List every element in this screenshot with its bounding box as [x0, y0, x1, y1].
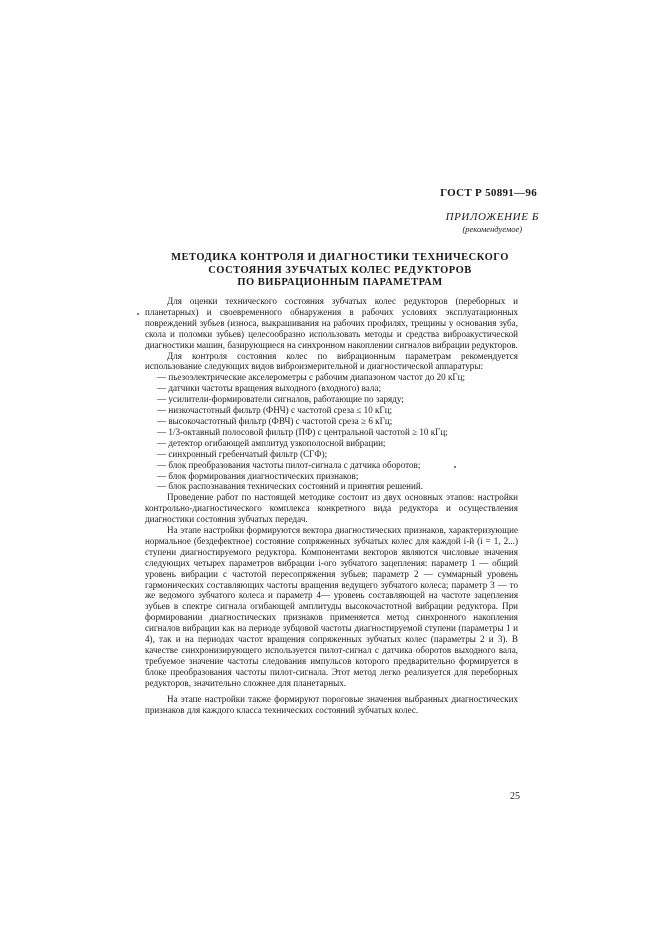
appendix-label: ПРИЛОЖЕНИЕ Б: [445, 211, 539, 223]
standard-number: ГОСТ Р 50891—96: [440, 187, 537, 199]
paragraph-equipment: Для контроля состояния колес по вибрационным параметрам рекомендуется использование следующих видов виброизмерительной и диагностической аппаратуры:: [145, 350, 518, 372]
scan-speck: [454, 466, 456, 468]
paragraph-thresholds: На этапе настройки также формируют пороговые значения выбранных диагностических признаков для каждого класса технических состояний зубчатых колес.: [145, 693, 518, 715]
list-item: — блок распознавания технических состояний и принятия решений.: [157, 481, 424, 492]
paragraph-setup: На этапе настройки формируются вектора диагностических признаков, характеризующие нормальное (бездефектное) состояние сопряженных зубчатых колес для каждой i-й (i = 1, 2...) ступени диагностируемого редуктора. Компонентами векторов являются числовые значения следующих четырех параметров вибрации i-ого зубчатого зацепления: параметр 1 — общий уровень вибрации с частотой пересопряжения зубьев; параметр 2 — суммарный уровень гармонических составляющих частоты вращения ведущего зубчатого колеса; параметр 3 — то же ведомого зубчатого колеса и параметр 4— уровень составляющей на частоте зацепления зубьев в спектре сигнала огибающей амплитуды высокочастотной вибрации редуктора. При формировании диагностических признаков применяется метод синхронного накопления сигналов вибрации как на периоде зубцовой частоты диагностируемой ступени (параметры 1 и 4), так и на периодах частот вращения сопряженных зубчатых колес (параметры 2 и 3). В качестве синхронизирующего используется пилот-сигнал с датчика оборотов выходного вала, требуемое значение частоты следования импульсов которого предварительно формируется в блоке преобразования частоты пилот-сигнала. Этот метод легко реализуется для переборных редукторов, значительно сложнее для планетарных.: [145, 525, 518, 688]
list-item: — датчики частоты вращения выходного (входного) вала;: [157, 383, 381, 394]
list-item: — пьезоэлектрические акселерометры с рабочим диапазоном частот до 20 кГц;: [157, 372, 466, 383]
list-item: — блок преобразования частоты пилот-сигнала с датчика оборотов;: [157, 459, 421, 470]
page-number: 25: [510, 791, 520, 802]
paragraph-stages: Проведение работ по настоящей методике состоит из двух основных этапов: настройки контрольно-диагностического комплекса конкретного вида редуктора и осуществления диагностики состояния зубчатых передач.: [145, 492, 518, 525]
list-item: — блок формирования диагностических признаков;: [157, 470, 359, 481]
title-line-2: СОСТОЯНИЯ ЗУБЧАТЫХ КОЛЕС РЕДУКТОРОВ: [208, 264, 472, 276]
list-item: — 1/3-октавный полосовой фильтр (ПФ) с центральной частотой ≥ 10 кГц;: [157, 426, 448, 437]
list-item: — низкочастотный фильтр (ФНЧ) с частотой среза ≤ 10 кГц;: [157, 405, 393, 416]
scan-speck: [137, 313, 139, 315]
appendix-note: (рекомендуемое): [462, 224, 523, 234]
title-line-3: ПО ВИБРАЦИОННЫМ ПАРАМЕТРАМ: [237, 277, 443, 288]
list-item: — детектор огибающей амплитуд узкополосной вибрации;: [157, 437, 386, 448]
list-item: — высокочастотный фильтр (ФВЧ) с частотой среза ≥ 6 кГц;: [157, 415, 393, 426]
list-item: — синхронный гребенчатый фильтр (СГФ);: [157, 448, 328, 459]
body-text: [145, 296, 518, 715]
paragraph-intro: Для оценки технического состояния зубчатых колес редукторов (переборных и планетарных) и своевременного обнаружения в рабочих условиях эксплуатационных повреждений зубьев (износа, выкрашивания на рабочих профилях, трещины у основания зуба, скола и поломки зубьев) целесообразно использовать методы и средства виброакустической диагностики машин, базирующиеся на синхронном накоплении сигналов вибрации редукторов.: [145, 296, 518, 350]
title-line-1: МЕТОДИКА КОНТРОЛЯ И ДИАГНОСТИКИ ТЕХНИЧЕСКОГО: [171, 252, 509, 263]
equipment-list: [145, 372, 518, 492]
document-title: [150, 252, 530, 290]
list-item: — усилители-формирователи сигналов, работающие по заряду;: [157, 394, 404, 405]
appendix-heading: [446, 211, 539, 234]
